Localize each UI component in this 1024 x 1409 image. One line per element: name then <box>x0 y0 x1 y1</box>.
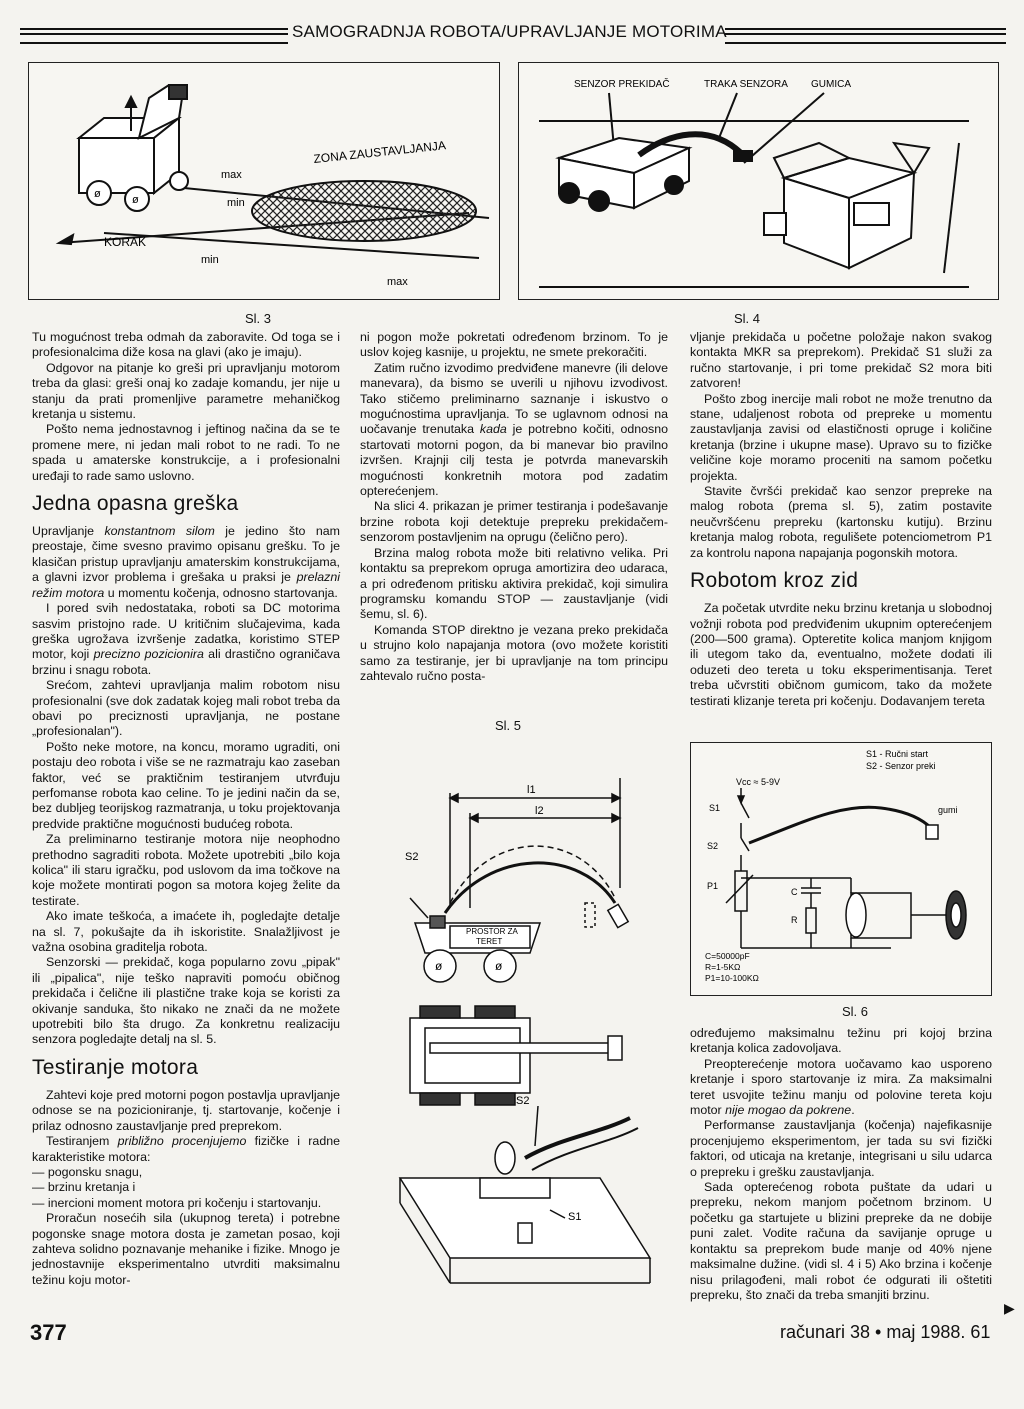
legend-s1: S1 - Ručni start <box>866 749 929 759</box>
label-s1: S1 <box>709 803 721 813</box>
column-2 <box>360 330 668 684</box>
label-c: C <box>791 887 798 897</box>
wheel-mark: ø <box>132 194 139 206</box>
paragraph: Testiranjem približno procenjujemo fizičke i radne karakteristike motora: <box>32 1134 340 1164</box>
paragraph: Pošto nema jednostavnog i jeftinog načina da se te promene mere, ni jedan mali robot to ne radi. To ne spada u amaterske konstrukcije, a i profesionalni uređaji to rade samo uslovno. <box>32 422 340 483</box>
paragraph: Ako imate teškoća, a imaćete ih, pogledajte detalje na sl. 7, pokušajte da ih iskoristite. Snalažljivost je važna osobina graditelja robota. <box>32 909 340 955</box>
figure-sl6 <box>690 742 992 996</box>
paragraph: Za početak utvrdite neku brzinu kretanja u slobodnoj vožnji robota pod predviđenim ukupnim opterećenjem (200—500 grama). Opteretite kolica manjom knjigom ili utegom tako da, eventualno, možete dodati ili oduzeti deo tereta u toku eksperimentisanja. Teret treba učvrstiti običnom gumicom, tako da možete testirati klizanje tereta pri kočenju. Dodavanjem tereta <box>690 601 992 708</box>
paragraph: Tu mogućnost treba odmah da zaboravite. Od toga se i profesionalcima diže kosa na glavi (ako je imaju). <box>32 330 340 360</box>
header-rule-right <box>725 28 1006 44</box>
list-item: — inercioni moment motora pri kočenju i startovanju. <box>32 1195 322 1210</box>
label-l2: l2 <box>535 805 544 817</box>
legend-s2: S2 - Senzor preki <box>866 761 936 771</box>
paragraph: ni pogon može pokretati određenom brzinom. To je uslov kojeg kasnije, u projektu, ne smete prekoračiti. <box>360 330 668 360</box>
paragraph: Senzorski — prekidač, koga popularno zovu „pipak" ili „pipalica", nije teško napraviti pomoću običnog prekidača i čelične ili plastične trake koja se koristi za okivanje sanduka, što nikako ne znači da ne možete upotrebiti bilo šta drugo. Za konkretnu realizaciju senzora pogledajte detalj na sl. 5. <box>32 955 340 1047</box>
wheel-mark: ø <box>435 959 443 973</box>
list-item: — brzinu kretanja i <box>32 1180 136 1195</box>
label-senzor-prekidac: SENZOR PREKIDAČ <box>574 79 670 90</box>
label-traka-senzora: TRAKA SENZORA <box>704 79 788 90</box>
issue-info: računari 38 • maj 1988. 61 <box>780 1322 991 1342</box>
paragraph: Pošto zbog inercije mali robot ne može trenutno da stane, udaljenost robota od prepreke u momentu zaustavljanja zavisi od elastičnosti opruge i količine kretanja (brzine i ukupne mase). Upravo su to fizičke veličine koje moramo proceniti na samom početku projekta. <box>690 391 992 483</box>
label-s2-bottom: S2 <box>516 1095 530 1107</box>
paragraph: Sada opterećenog robota puštate da udari u prepreku, nekom manjom početnom brzinom. U početku ga startujete u blizini prepreke da ne dobije puni zalet. Vodite računa da savijanje opruge u kontaktu sa preprekom bude manje od 40% njene maksimalne dužine. (vidi sl. 4 i 5) Ako brzina i kočenje nisu prilagođeni, mali robot će odgurati ili oštetiti prepreku, što znači da treba smanjiti brzinu. <box>690 1180 992 1302</box>
paragraph: Zatim ručno izvodimo predviđene manevre (ili delove manevara), da bismo se uverili u njihovu izvodivost. Tako stičemo preliminarno saznanje i iskustvo o mogućnostima upravljanja. To se uglavnom odnosi na uočavanje trenutaka kada je potrebno kočiti, odnosno startovati motorni pogon, da bi manevar bio pravilno izvršen. Krajnji cilj testa je potvrda manevarskih mogućnosti konkretnih motora pod zadatim opterećenjem. <box>360 360 668 499</box>
figure-sl3 <box>28 62 500 300</box>
label-min-top: min <box>227 197 245 209</box>
paragraph: Pošto neke motore, na koncu, moramo ugraditi, oni postaju deo robota i više se ne razmatraju kao zaseban faktor, već se praktičnim testiranjem utvrđuju perfomanse robota kao celine. To je jedini način da se, bez dubljeg teorijskog razmatranja, u toku projektovanja predvide praktične mogućnosti budućeg robota. <box>32 739 340 831</box>
label-s2-top: S2 <box>405 851 419 863</box>
paragraph: Na slici 4. prikazan je primer testiranja i podešavanje brzine robota koji detektuje prepreku prekidačem-senzorom postavljenim na oprugu (čelično pero). <box>360 499 668 545</box>
paragraph: Odgovor na pitanje ko greši pri upravljanju motorom treba da glasi: greši onaj ko zadaje komandu, jer nije u stanju da prati promenljive parametre mehaničkog kretanja u sistemu. <box>32 360 340 422</box>
paragraph: Preopterećenje motora uočavamo kao usporeno kretanje i sporo startovanje iz mira. Za maksimalni teret usvojite težinu manju od polovine tereta koju motor nije mogao da pokrene. <box>690 1056 992 1118</box>
column-1 <box>32 330 340 1288</box>
figure-sl4-caption: Sl. 4 <box>734 311 761 326</box>
paragraph: Komanda STOP direktno je vezana preko prekidača u strujno kolo napajanja motora (ovo možete koristiti samo za testiranje, jer bi upravljanje na tom principu zahtevalo ručno posta- <box>360 622 668 683</box>
label-r: R <box>791 915 798 925</box>
label-values-p1: P1=10-100KΩ <box>705 973 759 983</box>
label-prostor: PROSTOR ZA <box>466 927 518 936</box>
label-teret: TERET <box>476 937 503 946</box>
stop-zone-ellipse <box>252 181 476 241</box>
label-zona: ZONA ZAUSTAVLJANJA <box>312 138 447 166</box>
page-number: 377 <box>30 1320 67 1345</box>
section-heading: Jedna opasna greška <box>32 492 239 516</box>
label-korak: KORAK <box>104 235 147 249</box>
label-p1: P1 <box>707 881 719 891</box>
list-item: — pogonsku snagu, <box>32 1164 143 1179</box>
characteristics-list <box>32 1165 340 1211</box>
section-heading: Robotom kroz zid <box>690 569 859 593</box>
label-s1: S1 <box>568 1211 582 1223</box>
label-values-c: C=50000pF <box>705 951 750 961</box>
figure-sl4-drawing <box>519 63 998 299</box>
label-s2: S2 <box>707 841 719 851</box>
figure-sl4 <box>518 62 999 300</box>
figure-sl5-caption: Sl. 5 <box>495 718 522 733</box>
page-header <box>20 22 1006 46</box>
label-max-bottom: max <box>387 276 408 288</box>
figure-sl6-drawing <box>691 743 991 995</box>
header-title: SAMOGRADNJA ROBOTA/UPRAVLJANJE MOTORIMA <box>288 22 731 42</box>
label-vcc: Vcc ≈ 5-9V <box>736 777 780 787</box>
paragraph: Upravljanje konstantnom silom je jedino što nam preostaje, čime svesno pravimo opisanu grešku. To je klasičan pristup upravljanju amaterskim konstrukcijama, a glavni izvor problema i grešaka u praksi je prelazni režim motora u momentu kočenja, odnosno startovanja. <box>32 524 340 600</box>
label-gumica: GUMICA <box>811 79 851 90</box>
column-3-bottom <box>690 1026 992 1303</box>
paragraph: određujemo maksimalnu težinu pri kojoj brzina kretanja kolica zadovoljava. <box>690 1026 992 1056</box>
paragraph: vljanje prekidača u početne položaje nakon svakog kontakta MKR sa preprekom). Prekidač S1 služi za ručno startovanje, i pri tome prekidač S2 mora biti zatvoren! <box>690 330 992 391</box>
label-gumi: gumi <box>938 805 958 815</box>
paragraph: Za preliminarno testiranje motora nije neophodno prethodno sagraditi robota. Možete upotrebiti „bilo koja kolica" ili staru igračku, pod uslovom da ima točkove na koje možete montirati pogon sa motora kojeg želite da testirate. <box>32 832 340 908</box>
label-values-r: R=1-5KΩ <box>705 962 741 972</box>
paragraph: Performanse zaustavljanja (kočenja) najefikasnije procenjujemo eksperimentom, jer tada su svi fizički faktori, od uticaja na kretanje, integrisani u silu udarca o prepreku i grešku zaustavljanja. <box>690 1118 992 1179</box>
header-rule-left <box>20 28 288 44</box>
paragraph: Proračun nosećih sila (ukupnog tereta) i potrebne pogonske snage motora dosta je zametan posao, koji zahteva solidno poznavanje mehanike i fizike. Mnogo je jednostavnije eksperimentalno utvrditi maksimalnu težinu koju motor- <box>32 1211 340 1287</box>
wheel-mark: ø <box>495 959 503 973</box>
continue-arrow-icon: ▶ <box>1004 1300 1015 1316</box>
label-min-bottom: min <box>201 254 219 266</box>
paragraph: Srećom, zahtevi upravljanja malim robotom nisu profesionalni (sve dok zadatak kojeg mali robot treba da obavi po preciznosti upravljanja, ne postane „profesionalan"). <box>32 678 340 739</box>
figure-sl6-caption: Sl. 6 <box>842 1004 869 1019</box>
figure-sl3-caption: Sl. 3 <box>245 311 272 326</box>
paragraph: I pored svih nedostataka, roboti sa DC motorima sasvim pristojno rade. U kritičnim slučajevima, kada greška ugrožava izvršenje zadatka, koristimo STEP motor, koji precizno pozicionira ali drastično ograničava brzinu i snagu robota. <box>32 601 340 677</box>
label-max-top: max <box>221 169 242 181</box>
figure-sl3-drawing <box>29 63 499 299</box>
paragraph: Stavite čvršći prekidač kao senzor prepreke na malog robota (prema sl. 5), zatim postavite neučvršćenu prepreku (kartonsku kutiju). Brzinu kretanja malog robota, regulišete potenciometrom P1 za kontrolu napona napajanja pogonskih motora. <box>690 484 992 560</box>
label-l1: l1 <box>527 784 536 796</box>
section-heading: Testiranje motora <box>32 1055 199 1079</box>
paragraph: Zahtevi koje pred motorni pogon postavlja upravljanje odnose se na pozicioniranje, tj. startovanje, kočenje i prilaz odnosno zaustavljanje pred preprekom. <box>32 1087 340 1133</box>
figure-sl5 <box>380 738 680 1298</box>
paragraph: Brzina malog robota može biti relativno velika. Pri kontaktu sa preprekom opruga amortizira deo udaraca, a pri određenom pritisku aktivira prekidač, koji simulira programsku komandu STOP — zaustavljanje (vidi šemu, sl. 6). <box>360 545 668 622</box>
column-3-top <box>690 330 992 709</box>
wheel-mark: ø <box>94 188 101 200</box>
